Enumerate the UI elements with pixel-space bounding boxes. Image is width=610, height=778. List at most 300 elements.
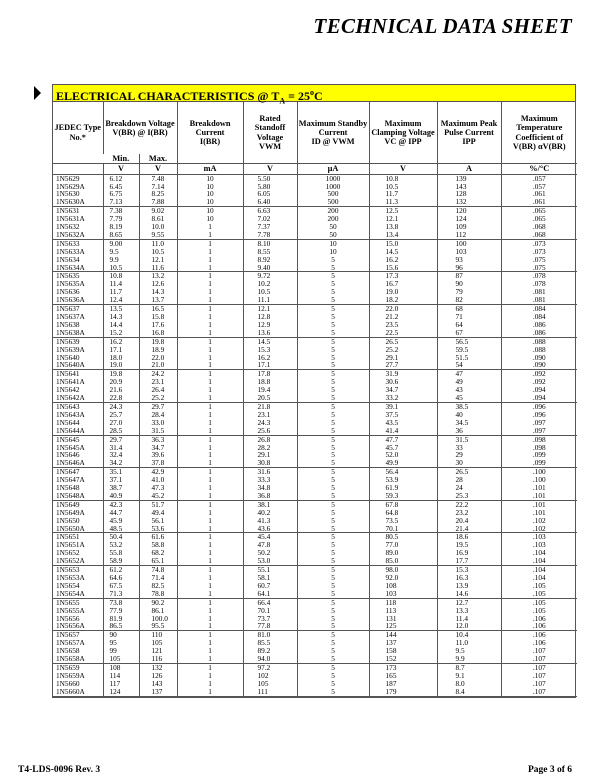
cell-ipp: 90 [437,280,501,288]
cell-type-no: 1N5644 [56,418,80,427]
cell-vbr-max: 90.2 [139,598,177,606]
table-row [53,215,577,223]
cell-vc: 16.2 [369,256,437,264]
cell-vwm: 5.80 [243,183,297,191]
cell-id: 5 [297,427,369,435]
cell-id: 5 [297,598,369,606]
cell-vbr-min: 73.8 [103,598,139,606]
cell-ipp: 96 [437,264,501,272]
cell-ibr: 1 [177,329,243,337]
cell-ipp: 13.9 [437,582,501,590]
cell-type-no: 1N5636 [56,288,80,297]
cell-ipp: 28 [437,476,501,484]
cell-ipp: 10.4 [437,631,501,639]
cell-vbr-min: 9.00 [103,239,139,247]
table-row [53,566,577,574]
cell-ibr: 1 [177,239,243,247]
cell-vc: 12.1 [369,215,437,223]
cell-vwm: 34.8 [243,484,297,492]
cell-vc: 23.5 [369,321,437,329]
cell-vbr-min: 27.0 [103,419,139,427]
cell-vc: 27.7 [369,361,437,369]
cell-temp-coeff: .098 [501,444,577,452]
cell-vbr-min: 61.2 [103,566,139,574]
cell-id: 5 [297,549,369,557]
cell-vwm: 31.6 [243,468,297,476]
cell-ibr: 1 [177,509,243,517]
cell-ipp: 49 [437,378,501,386]
cell-vbr-max: 13.7 [139,296,177,304]
cell-id: 5 [297,272,369,280]
cell-ipp: 51.5 [437,354,501,362]
cell-vbr-max: 9.55 [139,231,177,239]
cell-vbr-min: 55.8 [103,549,139,557]
cell-temp-coeff: .081 [501,288,577,296]
cell-vc: 14.5 [369,248,437,256]
cell-vbr-max: 121 [139,647,177,655]
cell-temp-coeff: .107 [501,663,577,671]
cell-vbr-max: 137 [139,688,177,696]
cell-ipp: 112 [437,231,501,239]
cell-ibr: 1 [177,525,243,533]
cell-type-no: 1N5651A [56,541,85,550]
cell-temp-coeff: .104 [501,549,577,557]
cell-ipp: 45 [437,394,501,402]
cell-id: 5 [297,672,369,680]
unit-cell: V [103,164,139,174]
cell-ipp: 64 [437,321,501,329]
cell-type-no: 1N5638A [53,329,103,337]
cell-type-no: 1N5630A [53,198,103,206]
cell-vbr-min: 95 [103,639,139,647]
cell-id: 5 [297,680,369,688]
cell-vbr-max: 49.4 [139,509,177,517]
cell-id: 1000 [297,183,369,191]
cell-ipp: 87 [437,272,501,280]
cell-vbr-max: 14.3 [139,288,177,296]
cell-ibr: 1 [177,264,243,272]
cell-vc: 131 [369,615,437,623]
cell-vc: 173 [369,663,437,671]
cell-vc: 41.4 [369,427,437,435]
cell-id: 5 [297,256,369,264]
cell-vbr-max: 7.48 [139,174,177,182]
table-row [53,517,577,525]
table-row [53,394,577,402]
table-row [53,402,577,410]
cell-vbr-max: 86.1 [139,607,177,615]
cell-id: 5 [297,615,369,623]
cell-ibr: 1 [177,272,243,280]
cell-vbr-min: 32.4 [103,451,139,459]
table-row [53,688,577,696]
cell-type-no: 1N5654A [53,590,103,598]
cell-ibr: 1 [177,321,243,329]
cell-vwm: 9.72 [243,272,297,280]
cell-id: 5 [297,484,369,492]
cell-vbr-max: 56.1 [139,517,177,525]
cell-vwm: 70.1 [243,607,297,615]
cell-vc: 77.0 [369,541,437,549]
tempco-label: Maximum Temperature Coefficient of [515,114,564,142]
cell-ibr: 1 [177,500,243,508]
cell-ibr: 1 [177,615,243,623]
cell-vwm: 58.1 [243,574,297,582]
cell-vbr-max: 95.5 [139,622,177,630]
standby-label: Maximum Standby Current [298,118,368,137]
cell-temp-coeff: .065 [501,215,577,223]
cell-id: 5 [297,378,369,386]
cell-vc: 19.0 [369,288,437,296]
cell-ibr: 1 [177,419,243,427]
cell-vbr-min: 71.3 [103,590,139,598]
cell-vbr-min: 21.6 [103,386,139,394]
cell-ibr: 1 [177,444,243,452]
cell-id: 1000 [297,174,369,182]
cell-vbr-min: 20.9 [103,378,139,386]
cell-id: 5 [297,590,369,598]
cell-type-no: 1N5641 [56,369,80,379]
unit-cell [53,164,103,174]
section-marker-arrow-icon [34,86,41,100]
table-row [53,337,577,345]
cell-ipp: 19.5 [437,541,501,549]
cell-vbr-max: 74.8 [139,566,177,574]
cell-vbr-min: 44.7 [103,509,139,517]
cell-id: 5 [297,370,369,378]
cell-vwm: 12.1 [243,305,297,313]
cell-ipp: 30 [437,459,501,467]
cell-vbr-max: 8.61 [139,215,177,223]
cell-vc: 92.0 [369,574,437,582]
peak-symbol: IPP [462,137,476,147]
cell-vbr-max: 7.88 [139,198,177,206]
table-row [53,313,577,321]
cell-ibr: 1 [177,248,243,256]
tempco-symbol: V(BR) αV(BR) [512,141,566,151]
cell-vc: 73.5 [369,517,437,525]
cell-temp-coeff: .101 [501,509,577,517]
cell-vbr-max: 105 [139,639,177,647]
cell-ipp: 12.7 [437,598,501,606]
cell-id: 10 [297,248,369,256]
cell-ibr: 1 [177,296,243,304]
cell-vc: 98.0 [369,566,437,574]
cell-vwm: 25.6 [243,427,297,435]
cell-temp-coeff: .103 [501,533,577,541]
cell-vbr-min: 12.4 [103,296,139,304]
cell-ipp: 79 [437,288,501,296]
cell-vwm: 7.37 [243,223,297,231]
cell-vbr-max: 110 [139,631,177,639]
cell-type-no: 1N5657A [56,639,85,648]
cell-id: 5 [297,476,369,484]
cell-ipp: 9.1 [437,672,501,680]
cell-vc: 64.8 [369,509,437,517]
cell-ibr: 1 [177,549,243,557]
section-banner [53,85,575,106]
table-row [53,525,577,533]
cell-vc: 49.9 [369,459,437,467]
cell-ibr: 10 [177,198,243,206]
cell-type-no: 1N5629 [56,174,80,183]
cell-temp-coeff: .092 [501,378,577,386]
cell-vbr-max: 51.7 [139,500,177,508]
cell-id: 5 [297,582,369,590]
cell-ibr: 1 [177,305,243,313]
cell-id: 10 [297,239,369,247]
cell-temp-coeff: .057 [501,174,577,182]
cell-temp-coeff: .101 [501,492,577,500]
cell-vwm: 43.6 [243,525,297,533]
cell-vbr-min: 28.5 [103,427,139,435]
cell-ipp: 25.3 [437,492,501,500]
cell-temp-coeff: .107 [501,655,577,663]
cell-type-no: 1N5648A [53,492,103,500]
table-row [53,329,577,337]
cell-vbr-max: 8.25 [139,190,177,198]
cell-ipp: 11.4 [437,615,501,623]
cell-temp-coeff: .100 [501,476,577,484]
cell-id: 500 [297,198,369,206]
cell-ibr: 1 [177,411,243,419]
cell-vc: 118 [369,598,437,606]
unit-cell: V [369,164,437,174]
cell-temp-coeff: .094 [501,386,577,394]
cell-temp-coeff: .103 [501,541,577,549]
cell-vwm: 6.05 [243,190,297,198]
characteristics-grid [53,102,577,697]
cell-vwm: 6.40 [243,198,297,206]
cell-ipp: 132 [437,198,501,206]
cell-vwm: 17.1 [243,361,297,369]
cell-ibr: 1 [177,346,243,354]
cell-ipp: 8.0 [437,680,501,688]
cell-vbr-min: 24.3 [103,402,139,410]
cell-vbr-max: 11.6 [139,264,177,272]
cell-id: 5 [297,288,369,296]
cell-vbr-min: 105 [103,655,139,663]
cell-id: 5 [297,517,369,525]
cell-temp-coeff: .106 [501,615,577,623]
cell-id: 5 [297,337,369,345]
cell-ibr: 1 [177,607,243,615]
cell-temp-coeff: .104 [501,574,577,582]
cell-type-no: 1N5640A [53,361,103,369]
cell-id: 5 [297,541,369,549]
cell-ibr: 10 [177,215,243,223]
table-row [53,574,577,582]
cell-vbr-min: 34.2 [103,459,139,467]
cell-ipp: 31.5 [437,435,501,443]
cell-ipp: 33 [437,444,501,452]
table-row [53,444,577,452]
cell-id: 5 [297,354,369,362]
cell-ipp: 16.3 [437,574,501,582]
cell-vwm: 97.2 [243,663,297,671]
cell-ipp: 11.0 [437,639,501,647]
banner-title-end: C [313,89,323,103]
cell-vbr-max: 15.8 [139,313,177,321]
col-header-breakdown-current [177,102,243,164]
cell-type-no: 1N5649 [56,500,80,509]
cell-vc: 29.1 [369,354,437,362]
cell-vbr-max: 78.8 [139,590,177,598]
cell-type-no: 1N5643A [56,410,85,419]
cell-vwm: 24.3 [243,419,297,427]
cell-ibr: 1 [177,680,243,688]
table-row [53,354,577,362]
table-row [53,198,577,206]
cell-vbr-max: 126 [139,672,177,680]
cell-vc: 137 [369,639,437,647]
cell-temp-coeff: .061 [501,190,577,198]
cell-id: 5 [297,305,369,313]
table-row [53,509,577,517]
table-row [53,419,577,427]
cell-vc: 187 [369,680,437,688]
cell-vc: 12.5 [369,207,437,215]
peak-label: Maximum Peak Pulse Current [440,118,498,137]
cell-vc: 47.7 [369,435,437,443]
cell-vbr-min: 17.1 [103,346,139,354]
cell-vwm: 45.4 [243,533,297,541]
cell-vc: 13.4 [369,231,437,239]
cell-ibr: 1 [177,459,243,467]
cell-vbr-min: 117 [103,680,139,688]
cell-temp-coeff: .105 [501,582,577,590]
cell-ibr: 10 [177,190,243,198]
table-row [53,239,577,247]
cell-vbr-min: 22.8 [103,394,139,402]
cell-id: 5 [297,419,369,427]
cell-type-no: 1N5648 [56,484,80,492]
cell-type-no: 1N5635A [56,280,85,289]
cell-vwm: 30.8 [243,459,297,467]
cell-id: 50 [297,231,369,239]
table-row [53,280,577,288]
page-number: Page 3 of 6 [527,765,572,775]
cell-vwm: 14.5 [243,337,297,345]
cell-vwm: 15.3 [243,346,297,354]
cell-vbr-min: 8.65 [103,231,139,239]
cell-temp-coeff: .075 [501,264,577,272]
cell-id: 5 [297,688,369,696]
banner-title-tail: = 25 [285,89,310,103]
cell-vbr-min: 29.7 [103,435,139,443]
cell-ipp: 36 [437,427,501,435]
cell-vwm: 102 [243,672,297,680]
cell-temp-coeff: .090 [501,361,577,369]
cell-type-no: 1N5656A [53,622,103,630]
col-header-temperature-coefficient [501,102,577,164]
cell-vbr-min: 40.9 [103,492,139,500]
cell-ibr: 1 [177,231,243,239]
cell-vbr-max: 31.5 [139,427,177,435]
cell-vbr-max: 12.6 [139,280,177,288]
cell-vbr-max: 82.5 [139,582,177,590]
cell-vwm: 41.3 [243,517,297,525]
cell-ibr: 1 [177,663,243,671]
cell-vc: 108 [369,582,437,590]
cell-vbr-max: 10.0 [139,223,177,231]
cell-vbr-max: 23.1 [139,378,177,386]
cell-vbr-max: 65.1 [139,557,177,565]
cell-vbr-max: 16.8 [139,329,177,337]
electrical-characteristics-table [52,84,576,698]
cell-vbr-min: 19.8 [103,370,139,378]
table-row [53,492,577,500]
cell-temp-coeff: .073 [501,239,577,247]
table-row [53,459,577,467]
cell-id: 5 [297,574,369,582]
cell-vbr-max: 12.1 [139,256,177,264]
standoff-label: Rated Standoff Voltage [254,114,286,142]
cell-vc: 33.2 [369,394,437,402]
unit-cell: mA [177,164,243,174]
cell-type-no: 1N5647 [56,467,80,477]
cell-temp-coeff: .097 [501,419,577,427]
cell-type-no: 1N5631 [56,206,80,216]
cell-vbr-min: 9.9 [103,256,139,264]
cell-ipp: 82 [437,296,501,304]
cell-id: 5 [297,444,369,452]
cell-ipp: 21.4 [437,525,501,533]
cell-vwm: 7.78 [243,231,297,239]
cell-vwm: 28.2 [243,444,297,452]
cell-ipp: 18.6 [437,533,501,541]
cell-vbr-max: 116 [139,655,177,663]
cell-temp-coeff: .105 [501,598,577,606]
cell-id: 5 [297,459,369,467]
cell-ipp: 124 [437,215,501,223]
cell-id: 50 [297,223,369,231]
cell-vbr-min: 13.5 [103,305,139,313]
cell-vbr-min: 37.1 [103,476,139,484]
col-header-breakdown-voltage [103,102,177,154]
cell-id: 5 [297,509,369,517]
cell-vbr-min: 38.7 [103,484,139,492]
standby-symbol: ID @ VWM [311,137,355,147]
unit-cell: V [243,164,297,174]
cell-ipp: 8.4 [437,688,501,696]
table-row [53,264,577,272]
cell-type-no: 1N5631A [56,215,85,224]
cell-ibr: 1 [177,672,243,680]
cell-vbr-max: 39.6 [139,451,177,459]
table-row [53,639,577,647]
table-row [53,680,577,688]
cell-vwm: 60.7 [243,582,297,590]
cell-vc: 34.7 [369,386,437,394]
cell-vwm: 13.6 [243,329,297,337]
cell-ipp: 16.9 [437,549,501,557]
cell-ibr: 1 [177,582,243,590]
table-row [53,256,577,264]
cell-temp-coeff: .084 [501,313,577,321]
table-row [53,541,577,549]
cell-type-no: 1N5653 [56,565,80,574]
cell-vbr-max: 47.3 [139,484,177,492]
cell-vbr-min: 6.45 [103,183,139,191]
cell-ibr: 1 [177,256,243,264]
cell-vwm: 6.63 [243,207,297,215]
cell-ipp: 34.5 [437,419,501,427]
table-row [53,484,577,492]
cell-vc: 80.5 [369,533,437,541]
banner-title-sub: A [279,96,286,106]
cell-vbr-min: 108 [103,663,139,671]
